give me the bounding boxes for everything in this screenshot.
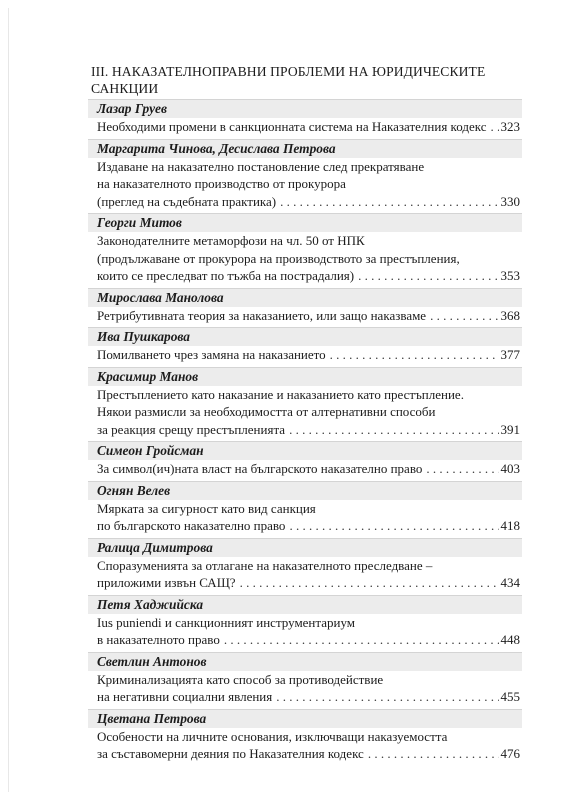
toc-author: Лазар Груев: [88, 99, 522, 118]
toc-entry: [88, 213, 522, 285]
toc-entry: [88, 367, 522, 439]
section-title: III. НАКАЗАТЕЛНОПРАВНИ ПРОБЛЕМИ НА ЮРИДИЧЕСКИТЕ САНКЦИИ: [91, 64, 486, 96]
toc-entry: [88, 99, 522, 136]
toc-title-line: [88, 745, 522, 763]
toc-title-line: [88, 346, 522, 364]
toc-title-text: в наказателното право: [97, 632, 220, 647]
toc-title-line: Някои размисли за необходимостта от алтернативни способи: [97, 404, 436, 419]
toc-title-line: [88, 574, 522, 592]
toc-title-line: Споразуменията за отлагане на наказателното преследване –: [97, 557, 433, 573]
dot-leader: [240, 574, 499, 592]
toc-author: Огнян Велев: [88, 481, 522, 500]
toc-title-text: Помилването чрез замяна на наказанието: [97, 347, 326, 362]
dot-leader: [330, 346, 499, 364]
dot-leader: [368, 745, 499, 763]
toc-title-line: Престъплението като наказание и наказанието като престъпление.: [97, 386, 464, 402]
toc-title-line: [88, 307, 522, 325]
toc-entry: [88, 327, 522, 364]
toc-title-line: Криминализацията като способ за противодействие: [97, 671, 384, 687]
toc-title-line: [88, 421, 522, 439]
toc-author: Георги Митов: [88, 213, 522, 232]
toc-title-line: [88, 631, 522, 649]
toc-entry: [88, 288, 522, 325]
toc-title-line: [88, 517, 522, 535]
toc-page-number: 418: [500, 518, 520, 533]
toc-title-text: за съставомерни деяния по Наказателния кодекс: [97, 746, 364, 761]
toc-title-text: на негативни социални явления: [97, 689, 273, 704]
dot-leader: [224, 631, 499, 649]
toc-title-text: които се преследват по тъжба на пострадалия): [97, 268, 355, 283]
toc-entry: [88, 139, 522, 211]
toc-title-text: Необходими промени в санкционната система на Наказателния кодекс: [97, 119, 487, 134]
toc-title-text: по българското наказателно право: [97, 518, 286, 533]
toc-title-text: приложими извън САЩ?: [97, 575, 236, 590]
toc-author: Симеон Гройсман: [88, 441, 522, 460]
toc-author: Мирослава Манолова: [88, 288, 522, 307]
dot-leader: [426, 460, 498, 478]
toc-page-number: 391: [500, 421, 520, 437]
toc-title-line: [88, 193, 522, 211]
toc-page-number: 353: [500, 268, 520, 283]
dot-leader: [289, 517, 498, 535]
toc-title-line: Ius puniendi и санкционният инструментариум: [97, 614, 356, 630]
toc-title-line: [88, 267, 522, 285]
toc-entry: [88, 652, 522, 706]
toc-page-number: 323: [500, 119, 520, 134]
toc-page-number: 434: [500, 575, 520, 590]
toc-title-line: Законодателните метаморфози на чл. 50 от НПК: [97, 233, 365, 248]
toc-author: Светлин Антонов: [88, 652, 522, 671]
toc-title-line: (продължаване от прокурора на производството за престъпления,: [97, 250, 460, 266]
toc-page-number: 448: [500, 632, 520, 647]
dot-leader: [276, 688, 498, 706]
toc-entry: [88, 538, 522, 592]
toc-author: Маргарита Чинова, Десислава Петрова: [88, 139, 522, 158]
toc-entry: [88, 595, 522, 649]
toc-entries: [88, 99, 522, 763]
toc-author: Петя Хаджийска: [88, 595, 522, 614]
toc-page-number: 403: [500, 461, 520, 476]
toc-author: Ралица Димитрова: [88, 538, 522, 557]
dot-leader: [430, 307, 498, 325]
toc-page-number: 330: [500, 193, 520, 209]
toc-author: Ива Пушкарова: [88, 327, 522, 346]
toc-page-number: 455: [500, 689, 520, 704]
toc-page-number: 377: [500, 347, 520, 362]
toc-title-line: Особености на личните основания, изключващи наказуемостта: [97, 728, 448, 744]
toc-page-number: 476: [500, 746, 520, 761]
toc-title-text: за реакция срещу престъпленията: [97, 421, 286, 437]
dot-leader: [490, 118, 498, 136]
toc-title-text: Ретрибутивната теория за наказанието, или защо наказваме: [97, 307, 427, 323]
toc-title-line: на наказателното производство от прокурора: [97, 176, 346, 191]
toc-author: Цветана Петрова: [88, 709, 522, 728]
toc-title-line: [88, 118, 522, 136]
toc-entry: [88, 441, 522, 478]
toc-entry: [88, 709, 522, 763]
toc-title-line: Издаване на наказателно постановление след прекратяване: [97, 158, 425, 174]
toc-title-line: [88, 688, 522, 706]
toc-title-line: [88, 460, 522, 478]
table-of-contents: [88, 63, 522, 763]
toc-title-text: (преглед на съдебната практика): [97, 193, 277, 209]
dot-leader: [289, 421, 498, 439]
page-edge-shadow: [8, 8, 9, 792]
toc-entry: [88, 481, 522, 535]
dot-leader: [280, 193, 498, 211]
toc-title-text: За символ(ич)ната власт на българското наказателно право: [97, 461, 423, 476]
dot-leader: [358, 267, 498, 285]
toc-page-number: 368: [500, 307, 520, 323]
toc-author: Красимир Манов: [88, 367, 522, 386]
toc-title-line: Мярката за сигурност като вид санкция: [97, 500, 316, 516]
